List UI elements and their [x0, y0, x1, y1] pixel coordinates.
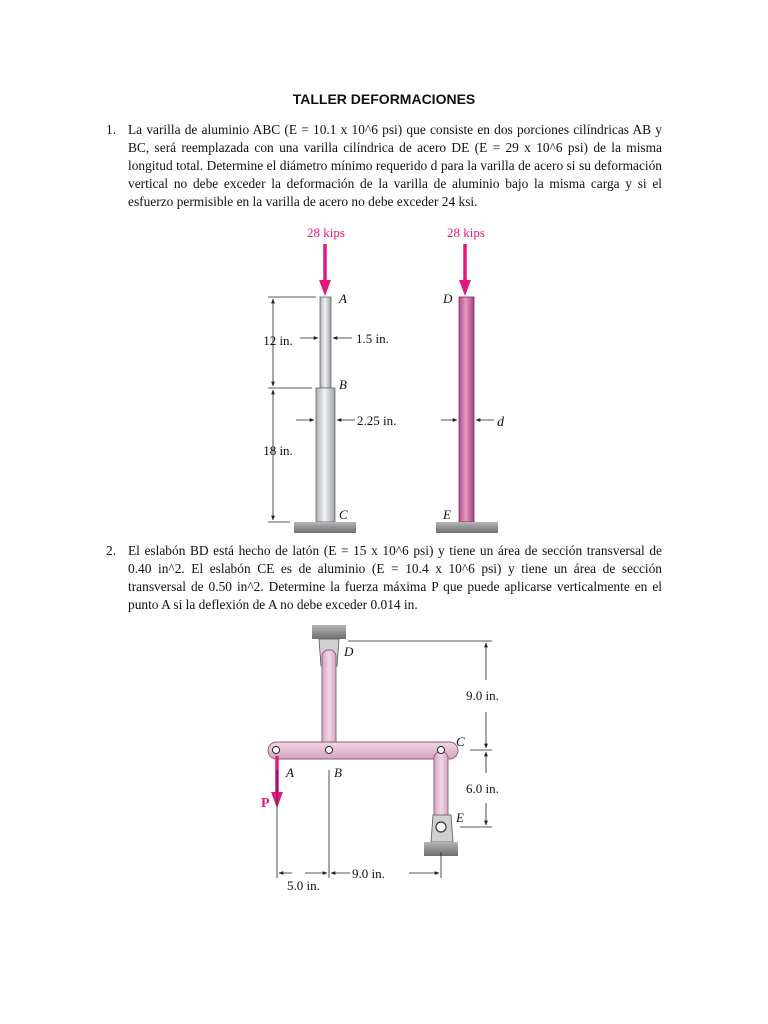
- point-label-E: E: [443, 507, 451, 522]
- point-label-C: C: [339, 507, 348, 522]
- point-label-B2: B: [334, 765, 342, 780]
- problem-1-number: 1.: [106, 122, 117, 137]
- dim-label-9in-horizontal: 9.0 in.: [352, 866, 385, 881]
- pin-C: [437, 746, 444, 753]
- load-label-left: 28 kips: [307, 225, 345, 240]
- point-label-D2: D: [344, 644, 354, 659]
- dim-label-18in: 18 in.: [263, 443, 293, 458]
- point-label-C2: C: [456, 734, 465, 749]
- point-label-A2: A: [286, 765, 294, 780]
- point-label-D: D: [443, 291, 453, 306]
- force-label-P: P: [261, 796, 270, 811]
- point-label-B: B: [339, 377, 347, 392]
- rigid-bar: [268, 742, 458, 759]
- load-label-right: 28 kips: [447, 225, 485, 240]
- pin-A: [272, 746, 279, 753]
- rod-DE: [459, 297, 474, 522]
- dim-label-9in-vertical: 9.0 in.: [466, 688, 499, 703]
- dimension-lines-fig2: [277, 641, 492, 878]
- point-label-A: A: [339, 291, 347, 306]
- load-arrow-left: [319, 244, 331, 296]
- page-title: TALLER DEFORMACIONES: [292, 91, 476, 107]
- problem-2-number: 2.: [106, 543, 117, 558]
- load-arrow-right: [459, 244, 471, 296]
- rod-AB: [320, 297, 331, 388]
- link-BD: [322, 650, 336, 752]
- ground-support-C: [294, 522, 356, 533]
- point-label-E2: E: [456, 810, 464, 825]
- dim-label-5in-horizontal: 5.0 in.: [287, 878, 320, 893]
- dim-label-2-25in: 2.25 in.: [357, 413, 397, 428]
- pin-B: [325, 746, 332, 753]
- dim-label-1-5in: 1.5 in.: [356, 331, 389, 346]
- pin-bracket-E: [431, 815, 453, 842]
- problem-1-text: La varilla de aluminio ABC (E = 10.1 x 10^6 psi) que consiste en dos porciones cilíndricas AB y BC, será reemplazada con una varilla cilíndrica de acero DE (E = 29 x 10^6 psi) de la misma longitud total. Determine el diámetro mínimo requerido d para la varilla de acero si su deformación vertical no debe exceder la deformación de la varilla de aluminio bajo la misma carga y si el esfuerzo permisible en la varilla de acero no debe exceder 24 ksi.: [128, 122, 662, 209]
- dim-label-d: d: [497, 415, 504, 430]
- dim-label-12in: 12 in.: [263, 333, 293, 348]
- problem-2-text: El eslabón BD está hecho de latón (E = 15 x 10^6 psi) y tiene un área de sección transversal de 0.40 in^2. El eslabón CE es de aluminio (E = 10.4 x 10^6 psi) y tiene un área de sección transversal de 0.50 in^2. Determine la fuerza máxima P que puede aplicarse verticalmente en el punto A si la deflexión de A no debe exceder 0.014 in.: [128, 543, 662, 612]
- ceiling-support-D: [312, 625, 346, 639]
- rod-BC: [316, 388, 335, 522]
- ground-support-E: [436, 522, 498, 533]
- dim-label-6in-vertical: 6.0 in.: [466, 781, 499, 796]
- problem-2: [106, 542, 662, 614]
